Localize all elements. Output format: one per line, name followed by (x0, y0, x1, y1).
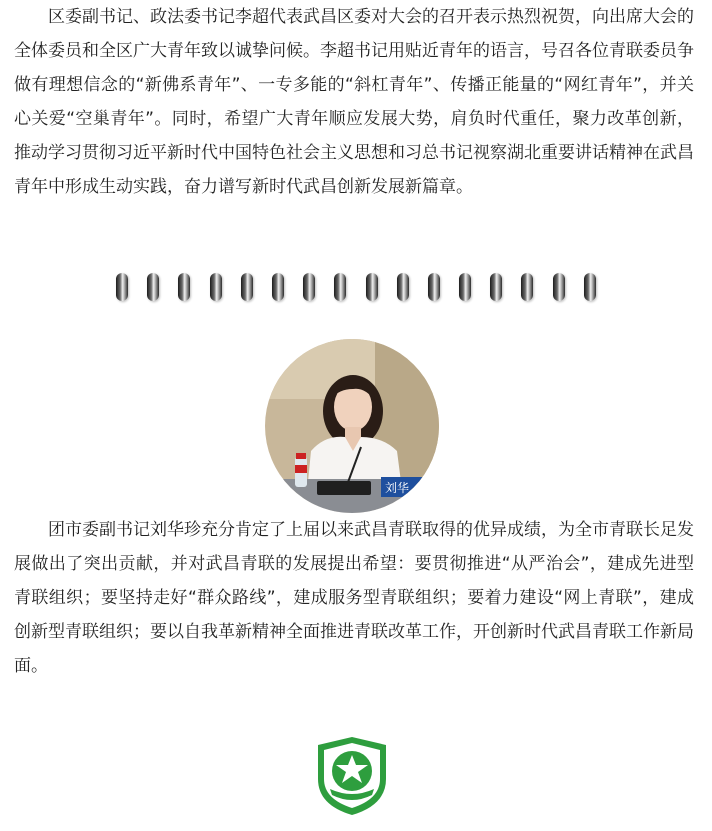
ring-icon (428, 273, 440, 301)
ring-icon (490, 273, 502, 301)
ring-icon (553, 273, 565, 301)
ring-icon (178, 273, 190, 301)
ring-icon (584, 273, 596, 301)
nameplate-text: 刘华 (385, 481, 410, 495)
speaker-photo (265, 339, 439, 513)
youth-league-logo-icon (314, 735, 390, 817)
ring-icon (459, 273, 471, 301)
ring-icon (521, 273, 533, 301)
ring-icon (116, 273, 128, 301)
paragraph-li-chao-speech: 区委副书记、政法委书记李超代表武昌区委对大会的召开表示热烈祝贺，向出席大会的全体委员和全区广大青年致以诚挚问候。李超书记用贴近青年的语言，号召各位青联委员争做有理想信念的“新佛系青年”、一专多能的“斜杠青年”、传播正能量的“网红青年”，并关心关爱“空巢青年”。同时，希望广大青年顺应发展大势，肩负时代重任，聚力改革创新，推动学习贯彻习近平新时代中国特色社会主义思想和习总书记视察湖北重要讲话精神在武昌青年中形成生动实践，奋力谱写新时代武昌创新发展新篇章。 (14, 7, 694, 197)
ring-icon (366, 273, 378, 301)
ring-icon (210, 273, 222, 301)
spiral-ring-divider (116, 270, 596, 304)
ring-icon (303, 273, 315, 301)
ring-icon (397, 273, 409, 301)
paragraph-liu-huazhen-speech: 团市委副书记刘华珍充分肯定了上届以来武昌青联取得的优异成绩，为全市青联长足发展做出了突出贡献，并对武昌青联的发展提出希望：要贯彻推进“从严治会”，建成先进型青联组织；要坚持走好“群众路线”，建成服务型青联组织；要着力建设“网上青联”，建成创新型青联组织；要以自我革新精神全面推进青联改革工作，开创新时代武昌青联工作新局面。 (14, 520, 694, 676)
ring-icon (334, 273, 346, 301)
ring-icon (272, 273, 284, 301)
ring-icon (241, 273, 253, 301)
ring-icon (147, 273, 159, 301)
